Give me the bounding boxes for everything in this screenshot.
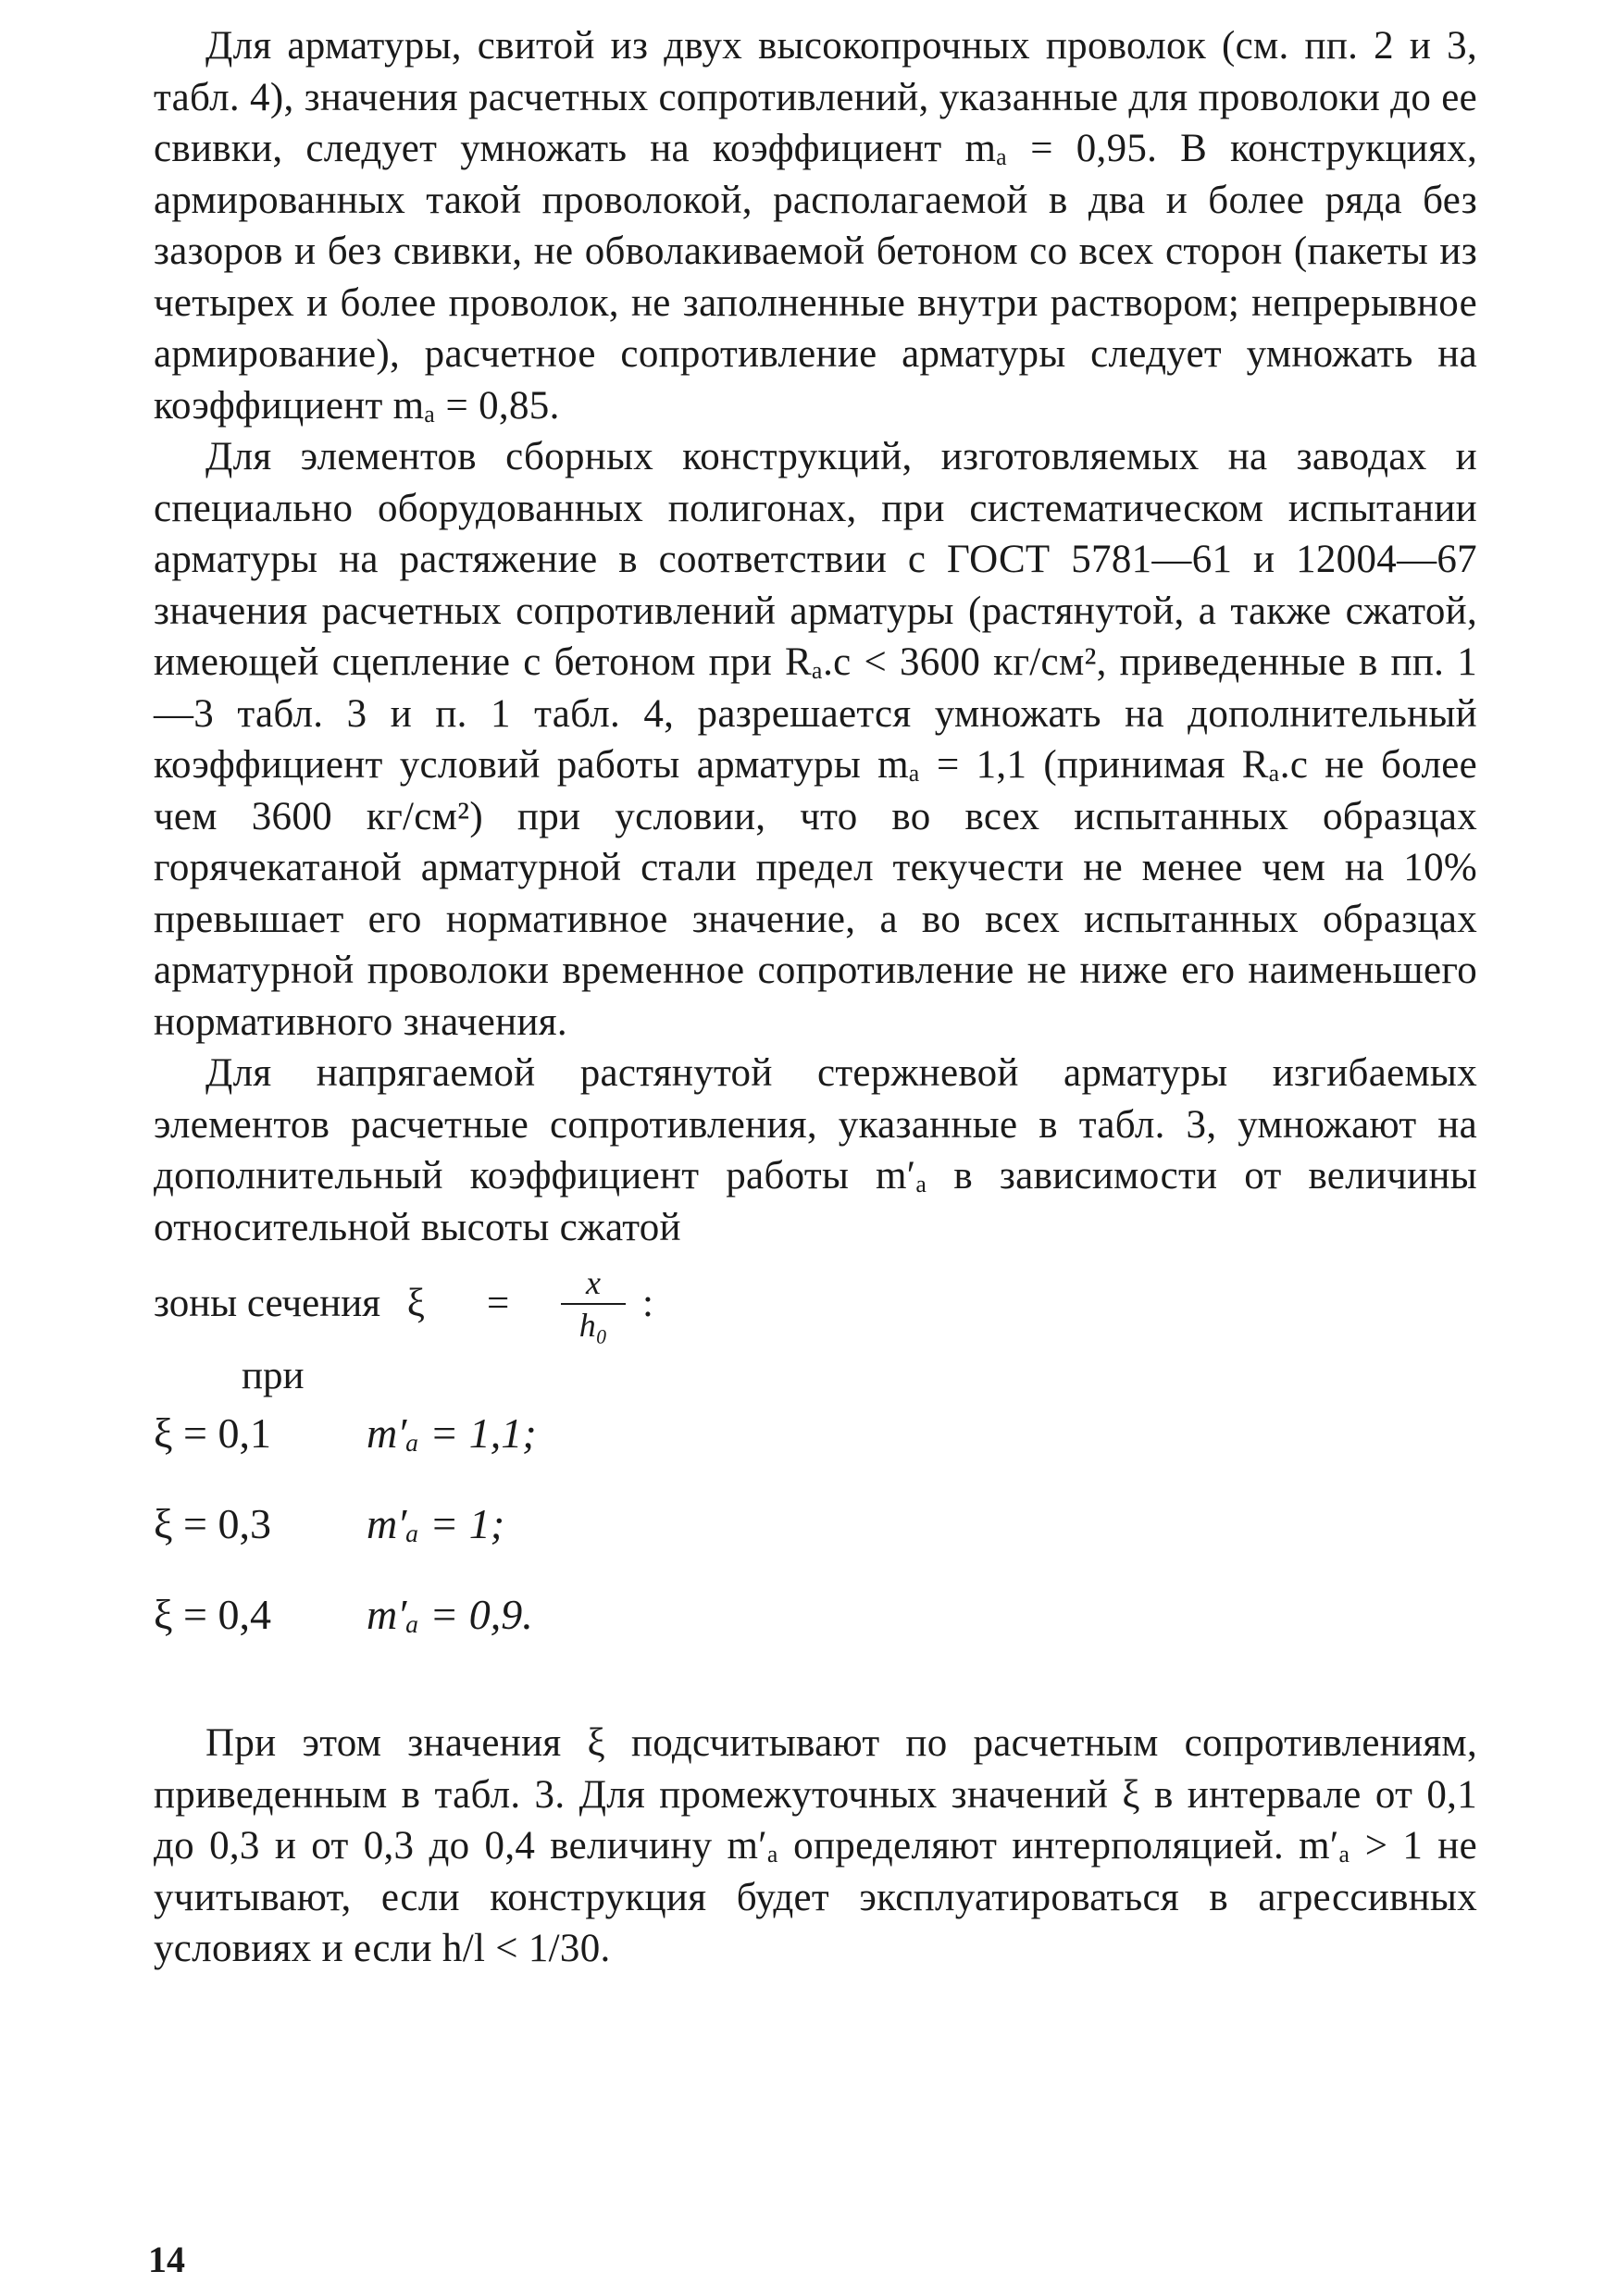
fraction-bar [561,1303,626,1305]
pri-label: при [242,1354,305,1397]
formula-row [154,1590,1477,1681]
fraction [561,1264,626,1344]
colon: : [642,1282,653,1325]
formula-m: m′ₐ = 1,1; [367,1409,537,1457]
formula-xi: ξ = 0,1 [154,1409,271,1457]
formula-m: m′ₐ = 0,9. [367,1591,533,1638]
zone-formula [154,1264,1477,1347]
paragraph-2: Для элементов сборных конструкций, изготовляемых на заводах и специально оборудованных полигонах, при систематическом испытании арматуры на растяжение в соответствии с ГОСТ 5781—61 и 12004—67 значения расчетных сопротивлений арматуры (растянутой, а также сжатой, имеющей сцепление с бетоном при Rₐ.с < 3600 кг/см², приведенные в пп. 1—3 табл. 3 и п. 1 табл. 4, разрешается умножать на дополнительный коэффициент условий работы арматуры mₐ = 1,1 (принимая Rₐ.с не более чем 3600 кг/см²) при условии, что во всех испытанных образцах горячекатаной арматурной стали предел текучести не менее чем на 10% превышает его нормативное значение, а во всех испытанных образцах арматурной проволоки временное сопротивление не ниже его наименьшего нормативного значения. [154,435,1477,1044]
formula-xi: ξ = 0,4 [154,1591,271,1638]
formula-row [154,1409,1477,1499]
formula-row [154,1499,1477,1590]
paragraph-3: Для напрягаемой растянутой стержневой арматуры изгибаемых элементов расчетные сопротивления, указанные в табл. 3, умножают на дополнительный коэффициент работы m′ₐ в зависимости от величины относительной высоты сжатой [154,1051,1477,1249]
xi-symbol: ξ [406,1282,425,1325]
equals-sign: = [487,1282,510,1325]
final-paragraph: При этом значения ξ подсчитывают по расчетным сопротивлениям, приведенным в табл. 3. Для промежуточных значений ξ в интервале от 0,1 до 0,3 и от 0,3 до 0,4 величину m′ₐ определяют интерполяцией. m′ₐ > 1 не учитывают, если конструкция будет эксплуатироваться в агрессивных условиях и если h/l < 1/30. [154,1721,1477,1970]
fraction-denominator: h₀ [578,1307,608,1344]
page-body [154,20,1477,1975]
zone-text [154,1281,425,1326]
paragraph-1: Для арматуры, свитой из двух высокопрочных проволок (см. пп. 2 и 3, табл. 4), значения расчетных сопротивлений, указанные для проволоки до ее свивки, следует умножать на коэффициент mₐ = 0,95. В конструкциях, армированных такой проволокой, располагаемой в два и более ряда без зазоров и без свивки, не обволакиваемой бетоном со всех сторон (пакеты из четырех и более проволок, не заполненные внутри раствором; непрерывное армирование), расчетное сопротивление арматуры следует умножать на коэффициент mₐ = 0,85. [154,24,1477,428]
page-number: 14 [148,2239,185,2280]
formula-xi: ξ = 0,3 [154,1500,271,1547]
formula-m: m′ₐ = 1; [367,1500,505,1547]
zone-label: зоны сечения [154,1282,381,1325]
fraction-numerator: x [586,1264,601,1301]
